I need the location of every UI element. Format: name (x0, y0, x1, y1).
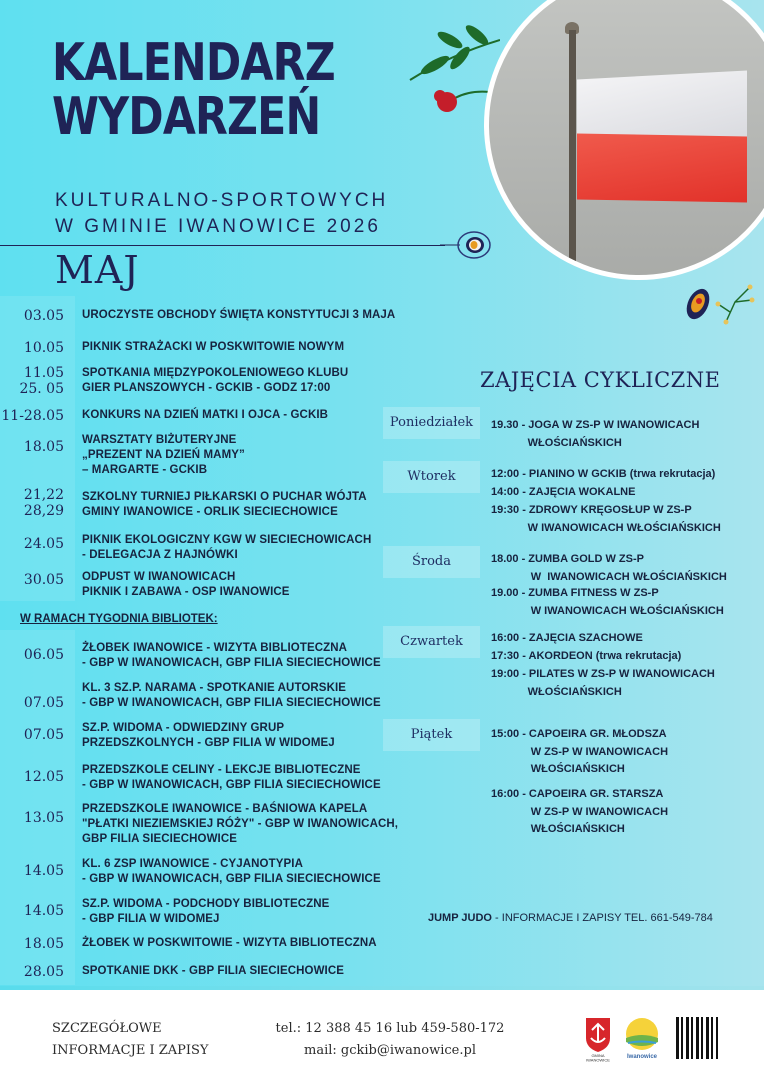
event-title: PIKNIK STRAŻACKI W POSKWITOWIE NOWYM (82, 341, 345, 353)
month-heading: MAJ (55, 248, 140, 292)
event-date: 12.05 (23, 769, 64, 785)
weekday-label: Wtorek (383, 461, 480, 493)
event-date: 03.05 (23, 308, 64, 324)
cyclic-activities-title: ZAJĘCIA CYKLICZNE (480, 368, 721, 392)
event-date: 07.05 (23, 695, 64, 711)
event-title: SZ.P. WIDOMA - PODCHODY BIBLIOTECZNE - GBP FILIA W WIDOMEJ (82, 898, 330, 925)
event-title: UROCZYSTE OBCHODY ŚWIĘTA KONSTYTUCJI 3 MAJA (82, 309, 396, 321)
weekday-label: Czwartek (383, 626, 480, 658)
activity-item: 19:00 - PILATES W ZS-P W IWANOWICACH WŁOŚCIAŃSKICH (491, 668, 715, 698)
event-title: ŻŁOBEK IWANOWICE - WIZYTA BIBLIOTECZNA - GBP W IWANOWICACH, GBP FILIA SIECIECHOWICE (82, 642, 381, 669)
event-date: 14.05 (23, 863, 64, 879)
svg-text:IWANOWICE: IWANOWICE (586, 1057, 610, 1062)
divider-line (0, 245, 445, 246)
footer-info-line-2: INFORMACJE I ZAPISY (52, 1043, 209, 1058)
activity-item: 12:00 - PIANINO W GCKIB (trwa rekrutacja) (491, 468, 716, 480)
event-date: 13.05 (23, 810, 64, 826)
activity-item: 16:00 - CAPOEIRA GR. STARSZA W ZS-P W IWANOWICACH WŁOŚCIAŃSKICH (491, 788, 669, 835)
event-title: ŻŁOBEK W POSKWITOWIE - WIZYTA BIBLIOTECZNA (82, 937, 377, 949)
event-date: 18.05 (23, 936, 64, 952)
event-title: SZKOLNY TURNIEJ PIŁKARSKI O PUCHAR WÓJTA GMINY IWANOWICE - ORLIK SIECIECHOWICE (82, 491, 367, 518)
activity-item: 18.00 - ZUMBA GOLD W ZS-P W IWANOWICACH WŁOŚCIAŃSKICH (491, 553, 727, 583)
event-title: PIKNIK EKOLOGICZNY KGW W SIECIECHOWICACH - DELEGACJA Z HAJNÓWKI (82, 534, 372, 561)
email-address[interactable]: mail: gckib@iwanowice.pl (304, 1043, 476, 1058)
activity-item: 19.30 - JOGA W ZS-P W IWANOWICACH WŁOŚCIAŃSKICH (491, 419, 700, 449)
judo-label: JUMP JUDO (428, 912, 492, 924)
footer-info-line-1: SZCZEGÓŁOWE (52, 1021, 162, 1036)
activity-item: 19:30 - ZDROWY KRĘGOSŁUP W ZS-P W IWANOWICACH WŁOŚCIAŃSKICH (491, 504, 721, 534)
event-title: SPOTKANIE DKK - GBP FILIA SIECIECHOWICE (82, 965, 345, 977)
weekday-label: Środa (383, 546, 480, 578)
flag-red-stripe (577, 134, 747, 203)
library-week-heading: W RAMACH TYGODNIA BIBLIOTEK: (20, 613, 218, 625)
gmina-coat-of-arms-icon (583, 1016, 613, 1062)
event-date: 21,22 28,29 (23, 487, 64, 519)
activity-item: 16:00 - ZAJĘCIA SZACHOWE (491, 632, 643, 644)
event-title: PRZEDSZKOLE IWANOWICE - BAŚNIOWA KAPELA "PŁATKI NIEZIEMSKIEJ RÓŻY" - GBP W IWANOWICACH, GBP FILIA SIECIECHOWICE (82, 803, 399, 845)
svg-text:Iwanowice: Iwanowice (626, 1054, 658, 1060)
event-date: 18.05 (23, 439, 64, 455)
event-title: KL. 6 ZSP IWANOWICE - CYJANOTYPIA - GBP W IWANOWICACH, GBP FILIA SIECIECHOWICE (82, 858, 381, 885)
event-date: 28.05 (23, 964, 64, 980)
title-line-2: WYDARZEŃ (52, 87, 321, 147)
event-title: KL. 3 SZ.P. NARAMA - SPOTKANIE AUTORSKIE - GBP W IWANOWICACH, GBP FILIA SIECIECHOWICE (82, 682, 381, 709)
date-column-panel-library (0, 630, 75, 985)
event-date: 07.05 (23, 727, 64, 743)
judo-contact: - INFORMACJE I ZAPISY TEL. 661-549-784 (491, 912, 713, 924)
qr-code[interactable] (676, 1017, 718, 1059)
subtitle-line-1: KULTURALNO-SPORTOWYCH (55, 190, 389, 211)
activity-item: 15:00 - CAPOEIRA GR. MŁODSZA W ZS-P W IWANOWICACH WŁOŚCIAŃSKICH (491, 728, 669, 775)
event-date: 30.05 (23, 572, 64, 588)
judo-info (428, 912, 713, 924)
event-title: SPOTKANIA MIĘDZYPOKOLENIOWEGO KLUBU GIER PLANSZOWYCH - GCKIB - GODZ 17:00 (82, 367, 349, 394)
phone-number: tel.: 12 388 45 16 lub 459-580-172 (275, 1021, 505, 1036)
event-date: 11-28.05 (1, 408, 64, 424)
event-date: 06.05 (23, 647, 64, 663)
subtitle-line-2: W GMINIE IWANOWICE 2026 (55, 216, 381, 237)
event-date: 24.05 (23, 536, 64, 552)
event-date: 11.05 25. 05 (19, 365, 64, 397)
weekday-label: Poniedziałek (383, 407, 480, 439)
peacock-feather-icon (440, 226, 492, 264)
activity-item: 17:30 - AKORDEON (trwa rekrutacja) (491, 650, 682, 662)
footer-contact (250, 1018, 530, 1062)
activity-item: 14:00 - ZAJĘCIA WOKALNE (491, 486, 636, 498)
title-line-1: KALENDARZ (52, 33, 335, 93)
event-title: WARSZTATY BIŻUTERYJNE „PREZENT NA DZIEŃ MAMY” – MARGARTE - GCKIB (82, 434, 245, 476)
event-title: PRZEDSZKOLE CELINY - LEKCJE BIBLIOTECZNE - GBP W IWANOWICACH, GBP FILIA SIECIECHOWICE (82, 764, 381, 791)
weekday-label: Piątek (383, 719, 480, 751)
peacock-feather-twig-icon (680, 282, 764, 327)
event-date: 14.05 (23, 903, 64, 919)
footer-info (52, 1018, 209, 1062)
event-date: 10.05 (23, 340, 64, 356)
event-title: ODPUST W IWANOWICACH PIKNIK I ZABAWA - OSP IWANOWICE (82, 571, 290, 598)
iwanowice-brand-logo-icon (624, 1016, 660, 1064)
page-title (52, 33, 335, 147)
svg-text:GMINA: GMINA (591, 1053, 605, 1058)
event-title: KONKURS NA DZIEŃ MATKI I OJCA - GCKIB (82, 409, 329, 421)
flagpole (569, 30, 576, 280)
activity-item: 19.00 - ZUMBA FITNESS W ZS-P W IWANOWICACH WŁOŚCIAŃSKICH (491, 587, 724, 617)
event-title: SZ.P. WIDOMA - ODWIEDZINY GRUP PRZEDSZKOLNYCH - GBP FILIA W WIDOMEJ (82, 722, 335, 749)
subtitle (55, 188, 388, 240)
